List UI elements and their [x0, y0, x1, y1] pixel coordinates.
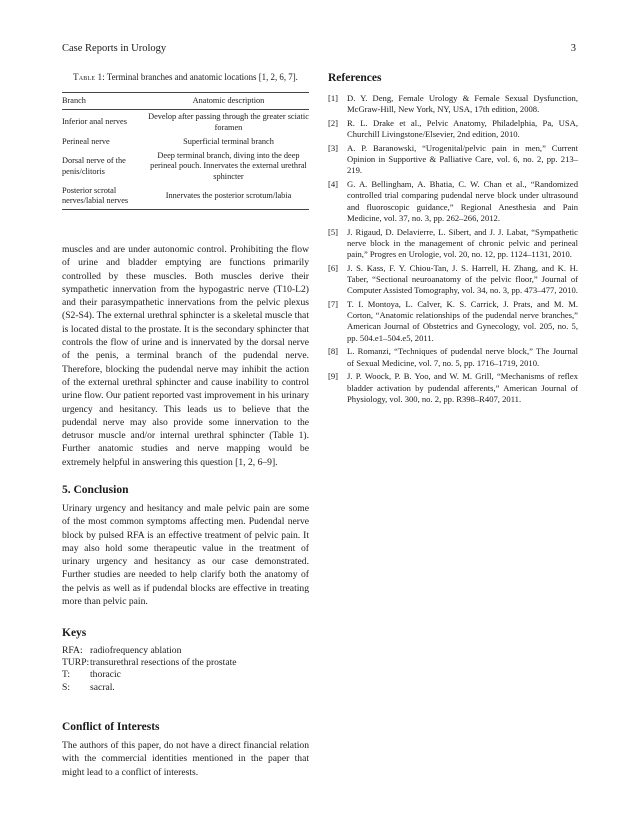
reference-item	[328, 93, 578, 115]
reference-number: [3]	[328, 143, 339, 153]
table-cell-description: Deep terminal branch, diving into the deep perineal pouch. Innervates the external urethral sphincter	[150, 151, 307, 181]
section-title-conflict: Conflict of Interests	[62, 721, 160, 733]
key-definition: thoracic	[90, 669, 121, 681]
reference-text: G. A. Bellingham, A. Bhatia, C. W. Chan et al., “Randomized controlled trial comparing pudendal nerve block under ultrasound and fluoroscopic guidance,” Regional Anesthesia and Pain Medicine, vol. 37, no. 3, pp. 262–266, 2012.	[347, 179, 578, 223]
key-item	[62, 669, 237, 681]
table-row	[62, 184, 309, 209]
reference-text: J. P. Woock, P. B. Yoo, and W. M. Grill, “Mechanisms of reflex bladder activation by pudendal afferents,” American Journal of Physiology, vol. 300, no. 2, pp. R398–R407, 2011.	[347, 371, 578, 404]
reference-text: T. I. Montoya, L. Calver, K. S. Carrick, J. Prats, and M. M. Corton, “Anatomic relationships of the pudendal nerve branches,” American Journal of Obstetrics and Gynecology, vol. 205, no. 5, pp. 504.e1–504.e5, 2011.	[347, 299, 578, 343]
key-abbreviation: TURP:	[62, 657, 90, 669]
keys-list	[62, 645, 237, 694]
reference-item	[328, 299, 578, 344]
reference-text: L. Romanzi, “Techniques of pudendal nerve block,” The Journal of Sexual Medicine, vol. 7, no. 5, pp. 1716–1719, 2010.	[347, 346, 578, 368]
reference-number: [7]	[328, 299, 339, 310]
table-cell-branch: Inferior anal nerves	[62, 117, 127, 127]
reference-number: [8]	[328, 346, 339, 357]
reference-item	[328, 118, 578, 140]
reference-item	[328, 227, 578, 261]
reference-text: A. P. Baranowski, “Urogenital/pelvic pain in men,” Current Opinion in Supportive & Palliative Care, vol. 6, no. 2, pp. 213–219.	[347, 143, 578, 176]
table-caption-text: : Terminal branches and anatomic locations [1, 2, 6, 7].	[102, 72, 298, 82]
section-title-references: References	[328, 72, 382, 84]
reference-number: [6]	[328, 262, 339, 273]
reference-number: [9]	[328, 371, 339, 382]
table-cell-branch: Perineal nerve	[62, 136, 110, 146]
body-paragraph: muscles and are under autonomic control. Prohibiting the flow of urine and bladder emptying are functions primarily controlled by these muscles. Both muscles derive their sympathetic innervation from the hypogastric nerve (T10-L2) and their parasympathetic innervations from the pelvic plexus (S2-S4). The external urethral sphincter is a skeletal muscle that is located distal to the prostate. It is the secondary sphincter that controls the flow of urine and is innervated by the dorsal nerve of the penis, a terminal branch of the pudendal nerve. Therefore, blocking the pudendal nerve may inhibit the action of the external urethral sphincter and cause inability to control urine flow. Our patient reported vast improvement in his urinary urgency and hesitancy. This leads us to believe that the pudendal nerve may also provide some innervation to the detrusor muscle and/or internal urethral sphincter (Table 1). Further anatomic studies and nerve mapping would be extremely helpful in answering this question [1, 2, 6–9].	[62, 244, 309, 468]
reference-item	[328, 179, 578, 224]
table-row	[62, 149, 309, 184]
conclusion-paragraph: Urinary urgency and hesitancy and male pelvic pain are some of the most common symptoms affecting men. Pudendal nerve block by pulsed RFA is an effective treatment of pelvic pain. It may also hold some therapeutic value in the treatment of urinary urgency and hesitancy as our case demonstrated. Further studies are needed to help clarify both the anatomy of the pelvis as well as if pudendal blocks are effective in treating more than pelvic pain.	[62, 503, 309, 608]
reference-number: [4]	[328, 179, 339, 190]
section-title-conclusion: 5. Conclusion	[62, 484, 129, 496]
key-item	[62, 645, 237, 657]
table-cell-description: Innervates the posterior scrotum/labia	[148, 184, 309, 209]
table-cell-description: Develop after passing through the greater sciatic foramen	[148, 112, 309, 132]
table-cell-branch: Dorsal nerve of the penis/clitoris	[62, 156, 126, 176]
section-title-keys: Keys	[62, 627, 87, 639]
reference-text: J. S. Kass, F. Y. Chiou-Tan, J. S. Harrell, H. Zhang, and K. H. Taber, “Sectional neuroanatomy of the pelvic floor,” Journal of Computer Assisted Tomography, vol. 34, no. 3, pp. 473–477, 2010.	[347, 262, 578, 296]
table-cell-branch: Posterior scrotal nerves/labial nerves	[62, 184, 148, 209]
reference-item	[328, 371, 578, 405]
reference-text: R. L. Drake et al., Pelvic Anatomy, Philadelphia, Pa, USA, Churchill Livingstone/Elsevier, 2nd edition, 2010.	[347, 118, 578, 140]
key-item	[62, 682, 237, 694]
key-item	[62, 657, 237, 669]
reference-number: [1]	[328, 93, 339, 103]
reference-number: [2]	[328, 118, 339, 128]
page-number: 3	[570, 43, 576, 54]
key-abbreviation: S:	[62, 681, 71, 693]
key-abbreviation: T:	[62, 669, 71, 681]
reference-number: [5]	[328, 226, 339, 237]
key-definition: transurethral resections of the prostate	[90, 657, 237, 669]
reference-text: J. Rigaud, D. Delavierre, L. Sibert, and J. J. Labat, “Sympathetic nerve block in the management of chronic pelvic and perineal pain,” Progres en Urologie, vol. 20, no. 12, pp. 1124–1131, 2010.	[347, 226, 578, 260]
key-definition: sacral.	[90, 681, 115, 693]
reference-list	[328, 93, 578, 408]
table-row	[62, 110, 309, 135]
key-definition: radiofrequency ablation	[90, 645, 182, 656]
table-row	[62, 135, 309, 149]
anatomy-table	[62, 92, 309, 210]
reference-item	[328, 143, 578, 177]
reference-text: D. Y. Deng, Female Urology & Female Sexual Dysfunction, McGraw-Hill, New York, NY, USA, 17th edition, 2008.	[347, 93, 578, 115]
key-abbreviation: RFA:	[62, 645, 83, 656]
table-header-row	[62, 93, 309, 110]
reference-item	[328, 263, 578, 297]
table-caption	[62, 72, 309, 82]
running-head: Case Reports in Urology	[62, 43, 167, 54]
table-header-description: Anatomic description	[148, 93, 309, 110]
table-cell-description: Superficial terminal branch	[183, 136, 274, 146]
conflict-paragraph: The authors of this paper, do not have a direct financial relation with the commercial identities mentioned in the paper that might lead to a conflict of interests.	[62, 740, 309, 778]
reference-item	[328, 346, 578, 368]
table-header-branch: Branch	[62, 93, 148, 110]
table-caption-label: Table 1	[73, 72, 103, 82]
